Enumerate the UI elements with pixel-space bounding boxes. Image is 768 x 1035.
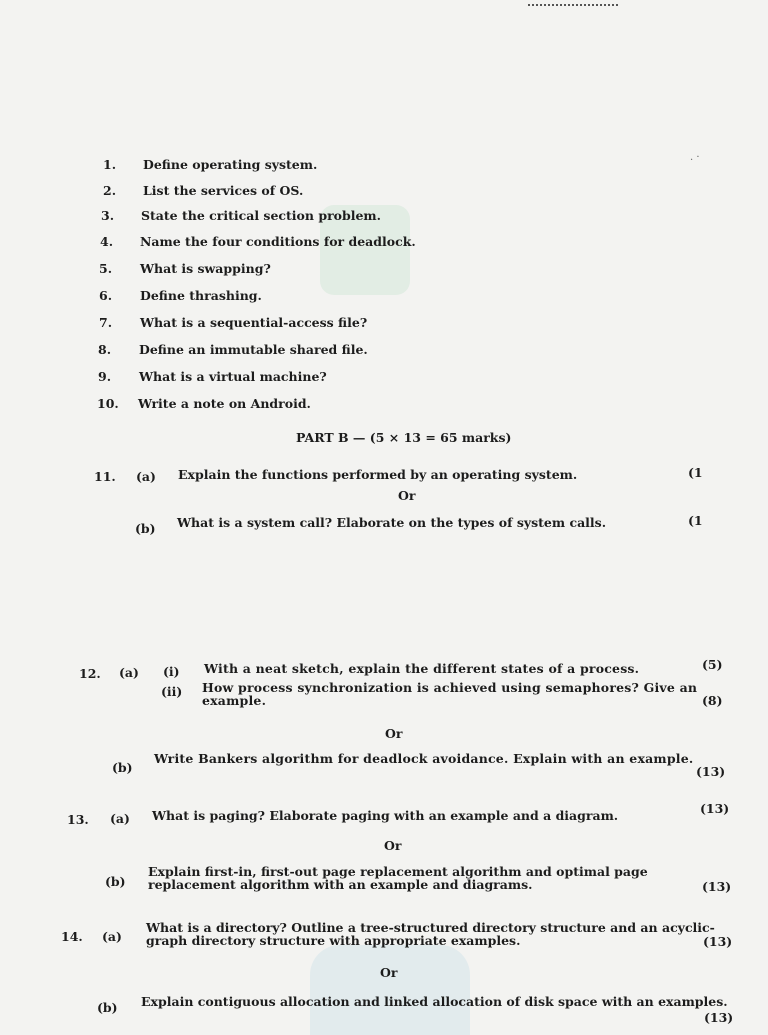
q13a-text: What is paging? Elaborate paging with an example and a diagram. xyxy=(152,808,619,823)
question-number: 3. xyxy=(101,208,115,223)
q12ai-marks: (5) xyxy=(702,657,723,672)
q12b-marks: (13) xyxy=(696,764,726,779)
question-text: Write a note on Android. xyxy=(138,396,311,411)
question-text: State the critical section problem. xyxy=(141,208,382,223)
watermark-logo-bottom xyxy=(310,945,470,1035)
question-number: 5. xyxy=(99,261,113,276)
q11a-label: (a) xyxy=(136,469,156,484)
q11b-label: (b) xyxy=(135,521,156,536)
or-divider: Or xyxy=(398,488,416,503)
q11b-text: What is a system call? Elaborate on the types of system calls. xyxy=(177,515,607,530)
q14b-marks: (13) xyxy=(704,1010,734,1025)
question-number: 4. xyxy=(100,234,114,249)
q14b-label: (b) xyxy=(97,1000,118,1015)
question-number: 2. xyxy=(103,183,117,198)
q12b-label: (b) xyxy=(112,760,133,775)
question-number: 7. xyxy=(99,315,113,330)
q13a-marks: (13) xyxy=(700,801,730,816)
or-divider: Or xyxy=(380,965,398,980)
question-text: Define operating system. xyxy=(143,157,318,172)
question-text: What is swapping? xyxy=(140,261,271,276)
question-text: Name the four conditions for deadlock. xyxy=(140,234,416,249)
question-text: List the services of OS. xyxy=(143,183,304,198)
q13-number: 13. xyxy=(67,812,89,827)
q12a-label: (a) xyxy=(119,665,139,680)
question-number: 6. xyxy=(99,288,113,303)
question-text: Define thrashing. xyxy=(140,288,262,303)
q11a-marks: (1 xyxy=(688,465,703,480)
q12ai-label: (i) xyxy=(163,664,180,679)
q13a-label: (a) xyxy=(110,811,130,826)
q12-number: 12. xyxy=(79,666,101,681)
q11a-text: Explain the functions performed by an operating system. xyxy=(178,467,578,482)
q11-number: 11. xyxy=(94,469,116,484)
q14a-label: (a) xyxy=(102,929,122,944)
question-number: 1. xyxy=(103,157,117,172)
question-text: Define an immutable shared file. xyxy=(139,342,368,357)
q12aii-marks: (8) xyxy=(702,693,723,708)
q13b-text: Explain first-in, first-out page replacement algorithm and optimal page replacement algorithm with an example and diagrams. xyxy=(148,864,648,892)
or-divider: Or xyxy=(385,726,403,741)
question-number: 8. xyxy=(98,342,112,357)
part-b-heading: PART B — (5 × 13 = 65 marks) xyxy=(296,430,512,445)
q14b-text: Explain contiguous allocation and linked allocation of disk space with an examples. xyxy=(141,994,728,1009)
question-text: What is a virtual machine? xyxy=(139,369,327,384)
q12aii-text: How process synchronization is achieved using semaphores? Give an example. xyxy=(202,680,698,708)
q12aii-label: (ii) xyxy=(161,684,183,699)
scan-dots: . · xyxy=(690,152,700,163)
scan-mark xyxy=(528,4,618,12)
q12b-text: Write Bankers algorithm for deadlock avoidance. Explain with an example. xyxy=(154,751,694,766)
question-number: 10. xyxy=(97,396,119,411)
q14a-marks: (13) xyxy=(703,934,733,949)
q11b-marks: (1 xyxy=(688,513,703,528)
q14-number: 14. xyxy=(61,929,83,944)
q12ai-text: With a neat sketch, explain the different states of a process. xyxy=(204,661,640,676)
question-number: 9. xyxy=(98,369,112,384)
question-text: What is a sequential-access file? xyxy=(140,315,368,330)
q13b-label: (b) xyxy=(105,874,126,889)
q13b-marks: (13) xyxy=(702,879,732,894)
q14a-text: What is a directory? Outline a tree-structured directory structure and an acyclic-graph directory structure with appropriate examples. xyxy=(146,920,715,948)
or-divider: Or xyxy=(384,838,402,853)
